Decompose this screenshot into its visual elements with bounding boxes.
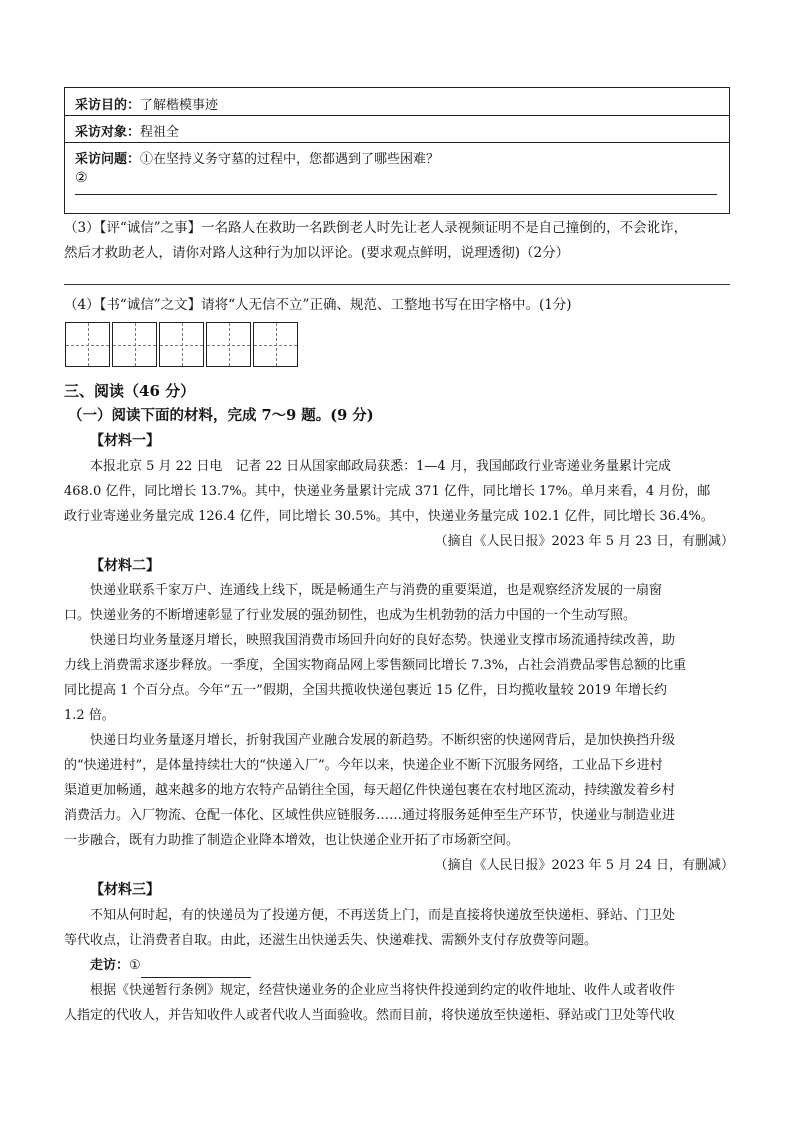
paragraph-line: 同比提高 1 个百分点。今年“五一”假期，全国共揽收快递包裹近 15 亿件，日均揽收量较 2019 年增长约 (64, 683, 667, 698)
paragraph-line: 人指定的代收人，并告知收件人或者代收人当面验收。然而目前，将快递放至快递柜、驿站或门卫处等代收 (64, 1008, 676, 1023)
purpose-row (65, 88, 729, 116)
paragraph-line: 不知从何时起，有的快递员为了投递方便，不再送货上门，而是直接将快递放至快递柜、驿站、门卫处 (90, 908, 676, 923)
subject-value: 程祖全 (140, 125, 180, 140)
source-note: （摘自《人民日报》2023 年 5 月 23 日，有删减） (434, 534, 734, 549)
material-1-body (64, 454, 734, 554)
material-3-heading: 【材料三】 (90, 882, 160, 898)
paragraph-line: 消费活力。入厂物流、仓配一体化、区域性供应链服务……通过将服务延伸至生产环节，快递业与制造业进 (64, 808, 676, 823)
grid-box[interactable] (112, 322, 157, 367)
question-4: （4）【书“诚信”之文】请将“人无信不立”正确、规范、工整地书写在田字格中。(1分) (64, 297, 572, 313)
question-1: ①在坚持义务守墓的过程中，您都遇到了哪些困难？ (140, 152, 440, 167)
question-3 (64, 216, 734, 266)
subject-label: 采访对象： (75, 125, 141, 140)
writing-grid (65, 322, 300, 369)
material-2-heading: 【材料二】 (90, 558, 160, 574)
question-2: ② (75, 170, 88, 186)
grid-box[interactable] (159, 322, 204, 367)
answer-line-q3 (64, 284, 730, 285)
material-1-heading: 【材料一】 (90, 433, 160, 449)
purpose-value: 了解楷模事迹 (140, 98, 219, 113)
questions-label: 采访问题： (75, 152, 141, 167)
interview-table (64, 87, 730, 214)
visit-blank-number: ① (129, 958, 141, 973)
paragraph-line: 快递业联系千家万户、连通线上线下，既是畅通生产与消费的重要渠道，也是观察经济发展的一扇窗 (90, 583, 663, 598)
purpose-label: 采访目的： (75, 98, 141, 113)
section-subtitle: （一）阅读下面的材料，完成 7～9 题。(9 分) (68, 407, 374, 424)
section-title: 三、阅读（46 分） (64, 382, 196, 400)
paragraph-line: 等代收点，让消费者自取。由此，还滋生出快递丢失、快递难找、需额外支付存放费等问题。 (64, 933, 598, 948)
paragraph-line: 力线上消费需求逐步释放。一季度，全国实物商品网上零售额同比增长 7.3%，占社会消费品零售总额的比重 (64, 658, 687, 673)
grid-box[interactable] (253, 322, 298, 367)
visit-line (64, 953, 734, 978)
questions-row (65, 142, 729, 213)
visit-label: 走访： (90, 958, 130, 973)
grid-box[interactable] (206, 322, 251, 367)
q3-line-1: （3）【评“诚信”之事】一名路人在救助一名跌倒老人时先让老人录视频证明不是自己撞倒的，不会讹诈， (64, 220, 688, 236)
q3-line-2: 然后才救助老人，请你对路人这种行为加以评论。(要求观点鲜明，说理透彻)（2分） (64, 245, 570, 261)
grid-box[interactable] (65, 322, 110, 367)
material-2-body (64, 578, 734, 878)
answer-line (75, 194, 717, 195)
source-note: （摘自《人民日报》2023 年 5 月 24 日，有删减） (434, 858, 734, 873)
paragraph-line: 本报北京 5 月 22 日电 记者 22 日从国家邮政局获悉：1—4 月，我国邮政行业寄递业务量累计完成 (90, 459, 671, 474)
paragraph-line: 根据《快递暂行条例》规定，经营快递业务的企业应当将快件投递到约定的收件地址、收件人或者收件 (90, 983, 676, 998)
paragraph-line: 渠道更加畅通，越来越多的地方农特产品销往全国，每天超亿件快递包裹在农村地区流动，持续激发着乡村 (64, 783, 676, 798)
paragraph-line: 468.0 亿件，同比增长 13.7%。其中，快递业务量累计完成 371 亿件，同比增长 17%。单月来看，4 月份，邮 (64, 484, 711, 499)
paragraph-line: 政行业寄递业务量完成 126.4 亿件，同比增长 30.5%。其中，快递业务量完成 102.1 亿件，同比增长 36.4%。 (64, 509, 714, 524)
paragraph-line: 的“快递进村”，是体量持续壮大的“快递入厂”。今年以来，快递企业不断下沉服务网络，工业品下乡进村 (64, 758, 663, 773)
paragraph-line: 口。快递业务的不断增速彰显了行业发展的强劲韧性，也成为生机勃勃的活力中国的一个生动写照。 (64, 608, 637, 623)
subject-row (65, 115, 729, 143)
paragraph-line: 1.2 倍。 (64, 708, 115, 723)
paragraph-line: 快递日均业务量逐月增长，映照我国消费市场回升向好的良好态势。快递业支撑市场流通持续改善，助 (90, 633, 676, 648)
paragraph-line: 快递日均业务量逐月增长，折射我国产业融合发展的新趋势。不断织密的快递网背后，是加快换挡升级 (90, 733, 676, 748)
visit-answer-blank[interactable] (141, 963, 251, 978)
paragraph-line: 一步融合，既有力助推了制造企业降本增效，也让快递企业开拓了市场新空间。 (64, 833, 520, 848)
material-3-body (64, 903, 734, 1028)
